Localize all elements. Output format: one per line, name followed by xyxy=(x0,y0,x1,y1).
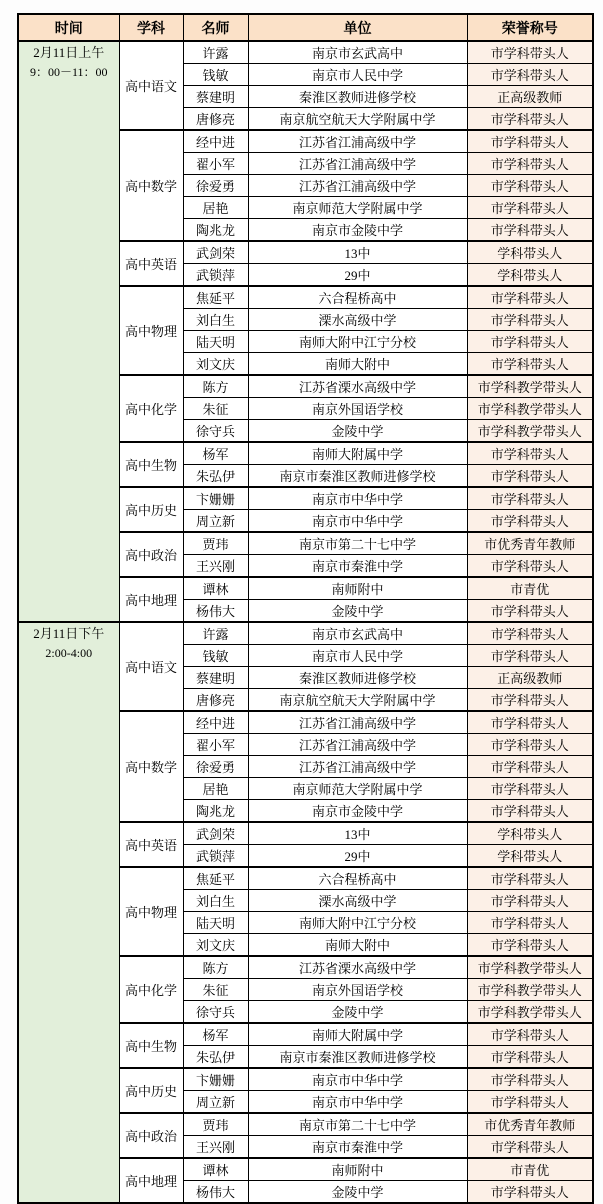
unit-cell: 南师附中 xyxy=(248,577,467,600)
unit-cell: 南京航空航天大学附属中学 xyxy=(248,108,467,131)
subject-cell: 高中数学 xyxy=(119,711,183,822)
time-date-label: 2月11日下午 xyxy=(33,626,105,641)
unit-cell: 南京外国语学校 xyxy=(248,398,467,420)
teacher-name-cell: 武剑荣 xyxy=(183,822,248,845)
unit-cell: 江苏省江浦高级中学 xyxy=(248,175,467,197)
unit-cell: 金陵中学 xyxy=(248,1181,467,1204)
unit-cell: 南京师范大学附属中学 xyxy=(248,778,467,800)
unit-cell: 南京市中华中学 xyxy=(248,1068,467,1091)
honor-cell: 市学科带头人 xyxy=(467,645,593,667)
honor-cell: 市学科带头人 xyxy=(467,219,593,242)
unit-cell: 江苏省江浦高级中学 xyxy=(248,734,467,756)
unit-cell: 南师大附属中学 xyxy=(248,442,467,465)
teacher-name-cell: 经中进 xyxy=(183,711,248,734)
column-header-teacher: 名师 xyxy=(183,14,248,41)
honor-cell: 市学科带头人 xyxy=(467,867,593,890)
teacher-name-cell: 钱敏 xyxy=(183,64,248,86)
honor-cell: 市学科带头人 xyxy=(467,510,593,533)
honor-cell: 市学科教学带头人 xyxy=(467,979,593,1001)
column-header-time: 时间 xyxy=(18,14,119,41)
teacher-name-cell: 杨伟大 xyxy=(183,600,248,623)
teacher-name-cell: 刘文庆 xyxy=(183,934,248,957)
honor-cell: 市学科带头人 xyxy=(467,1046,593,1069)
honor-cell: 市学科带头人 xyxy=(467,286,593,309)
teacher-name-cell: 杨军 xyxy=(183,1023,248,1046)
honor-cell: 学科带头人 xyxy=(467,822,593,845)
unit-cell: 南京航空航天大学附属中学 xyxy=(248,689,467,712)
time-cell-section-2 xyxy=(18,622,119,1203)
subject-cell: 高中生物 xyxy=(119,1023,183,1068)
honor-cell: 市学科带头人 xyxy=(467,41,593,64)
unit-cell: 南京市秦淮中学 xyxy=(248,1136,467,1159)
teacher-name-cell: 徐爱勇 xyxy=(183,756,248,778)
unit-cell: 江苏省江浦高级中学 xyxy=(248,153,467,175)
teacher-name-cell: 居艳 xyxy=(183,778,248,800)
honor-cell: 学科带头人 xyxy=(467,241,593,264)
teacher-name-cell: 杨伟大 xyxy=(183,1181,248,1204)
honor-cell: 市学科带头人 xyxy=(467,711,593,734)
table-row xyxy=(18,622,593,645)
unit-cell: 六合程桥高中 xyxy=(248,867,467,890)
honor-cell: 市学科带头人 xyxy=(467,622,593,645)
table-row xyxy=(18,41,593,64)
teacher-name-cell: 朱征 xyxy=(183,979,248,1001)
teacher-name-cell: 陶兆龙 xyxy=(183,800,248,823)
honor-cell: 市学科带头人 xyxy=(467,197,593,219)
teacher-name-cell: 周立新 xyxy=(183,1091,248,1114)
unit-cell: 金陵中学 xyxy=(248,420,467,443)
teacher-name-cell: 武锁萍 xyxy=(183,264,248,287)
unit-cell: 南京市玄武高中 xyxy=(248,41,467,64)
teacher-name-cell: 周立新 xyxy=(183,510,248,533)
subject-cell: 高中政治 xyxy=(119,1113,183,1158)
honor-cell: 市学科带头人 xyxy=(467,1091,593,1114)
honor-cell: 市学科教学带头人 xyxy=(467,398,593,420)
unit-cell: 南京市玄武高中 xyxy=(248,622,467,645)
unit-cell: 南师大附中江宁分校 xyxy=(248,912,467,934)
teacher-name-cell: 朱弘伊 xyxy=(183,1046,248,1069)
honor-cell: 市学科教学带头人 xyxy=(467,956,593,979)
unit-cell: 29中 xyxy=(248,264,467,287)
honor-cell: 市学科带头人 xyxy=(467,153,593,175)
unit-cell: 南师附中 xyxy=(248,1158,467,1181)
teacher-name-cell: 徐守兵 xyxy=(183,420,248,443)
honor-cell: 市学科带头人 xyxy=(467,1136,593,1159)
unit-cell: 南师大附中江宁分校 xyxy=(248,331,467,353)
subject-cell: 高中化学 xyxy=(119,375,183,442)
honor-cell: 市学科带头人 xyxy=(467,487,593,510)
unit-cell: 秦淮区教师进修学校 xyxy=(248,667,467,689)
honor-cell: 市学科教学带头人 xyxy=(467,420,593,443)
teacher-name-cell: 杨军 xyxy=(183,442,248,465)
teacher-name-cell: 经中进 xyxy=(183,130,248,153)
unit-cell: 金陵中学 xyxy=(248,1001,467,1024)
honor-cell: 市青优 xyxy=(467,577,593,600)
unit-cell: 溧水高级中学 xyxy=(248,309,467,331)
honor-cell: 市学科带头人 xyxy=(467,600,593,623)
unit-cell: 南京市第二十七中学 xyxy=(248,1113,467,1136)
teacher-name-cell: 刘文庆 xyxy=(183,353,248,376)
teacher-name-cell: 许露 xyxy=(183,622,248,645)
teacher-name-cell: 唐修亮 xyxy=(183,108,248,131)
schedule-tbody xyxy=(18,41,593,1203)
honor-cell: 市学科带头人 xyxy=(467,1068,593,1091)
teacher-name-cell: 居艳 xyxy=(183,197,248,219)
teacher-name-cell: 唐修亮 xyxy=(183,689,248,712)
unit-cell: 南京市金陵中学 xyxy=(248,800,467,823)
unit-cell: 南京师范大学附属中学 xyxy=(248,197,467,219)
honor-cell: 市学科带头人 xyxy=(467,309,593,331)
honor-cell: 市优秀青年教师 xyxy=(467,532,593,555)
table-header-row xyxy=(18,14,593,41)
subject-cell: 高中物理 xyxy=(119,867,183,956)
teacher-name-cell: 徐爱勇 xyxy=(183,175,248,197)
honor-cell: 市学科带头人 xyxy=(467,1181,593,1204)
subject-cell: 高中政治 xyxy=(119,532,183,577)
unit-cell: 南京市人民中学 xyxy=(248,645,467,667)
unit-cell: 六合程桥高中 xyxy=(248,286,467,309)
column-header-unit: 单位 xyxy=(248,14,467,41)
teacher-name-cell: 陈方 xyxy=(183,375,248,398)
honor-cell: 市学科带头人 xyxy=(467,331,593,353)
teacher-name-cell: 焦延平 xyxy=(183,867,248,890)
honor-cell: 市学科带头人 xyxy=(467,353,593,376)
honor-cell: 市青优 xyxy=(467,1158,593,1181)
honor-cell: 市学科带头人 xyxy=(467,108,593,131)
subject-cell: 高中地理 xyxy=(119,1158,183,1203)
honor-cell: 市优秀青年教师 xyxy=(467,1113,593,1136)
teacher-name-cell: 钱敏 xyxy=(183,645,248,667)
subject-cell: 高中历史 xyxy=(119,487,183,532)
teacher-name-cell: 陶兆龙 xyxy=(183,219,248,242)
time-range-label: 9：00－11：00 xyxy=(29,65,108,79)
honor-cell: 市学科带头人 xyxy=(467,734,593,756)
teacher-name-cell: 刘白生 xyxy=(183,309,248,331)
unit-cell: 江苏省江浦高级中学 xyxy=(248,130,467,153)
teacher-name-cell: 陆天明 xyxy=(183,912,248,934)
teacher-name-cell: 贾玮 xyxy=(183,1113,248,1136)
teacher-name-cell: 翟小军 xyxy=(183,153,248,175)
unit-cell: 秦淮区教师进修学校 xyxy=(248,86,467,108)
honor-cell: 市学科教学带头人 xyxy=(467,375,593,398)
teacher-name-cell: 贾玮 xyxy=(183,532,248,555)
honor-cell: 市学科带头人 xyxy=(467,555,593,578)
teacher-name-cell: 蔡建明 xyxy=(183,86,248,108)
honor-cell: 市学科教学带头人 xyxy=(467,1001,593,1024)
honor-cell: 市学科带头人 xyxy=(467,778,593,800)
honor-cell: 市学科带头人 xyxy=(467,130,593,153)
teacher-name-cell: 陆天明 xyxy=(183,331,248,353)
unit-cell: 南京市人民中学 xyxy=(248,64,467,86)
teacher-name-cell: 王兴刚 xyxy=(183,555,248,578)
honor-cell: 市学科带头人 xyxy=(467,442,593,465)
teacher-schedule-table xyxy=(17,13,594,1204)
teacher-name-cell: 翟小军 xyxy=(183,734,248,756)
unit-cell: 南京市秦淮区教师进修学校 xyxy=(248,465,467,488)
subject-cell: 高中物理 xyxy=(119,286,183,375)
teacher-name-cell: 谭林 xyxy=(183,577,248,600)
honor-cell: 正高级教师 xyxy=(467,667,593,689)
honor-cell: 学科带头人 xyxy=(467,845,593,868)
unit-cell: 13中 xyxy=(248,241,467,264)
time-date-label: 2月11日上午 xyxy=(33,45,105,60)
unit-cell: 南京外国语学校 xyxy=(248,979,467,1001)
unit-cell: 南师大附中 xyxy=(248,934,467,957)
teacher-name-cell: 蔡建明 xyxy=(183,667,248,689)
honor-cell: 市学科带头人 xyxy=(467,64,593,86)
teacher-name-cell: 卞姗姗 xyxy=(183,487,248,510)
honor-cell: 市学科带头人 xyxy=(467,800,593,823)
unit-cell: 南京市中华中学 xyxy=(248,510,467,533)
subject-cell: 高中地理 xyxy=(119,577,183,622)
unit-cell: 29中 xyxy=(248,845,467,868)
unit-cell: 江苏省江浦高级中学 xyxy=(248,711,467,734)
honor-cell: 市学科带头人 xyxy=(467,689,593,712)
time-cell-section-1 xyxy=(18,41,119,622)
unit-cell: 金陵中学 xyxy=(248,600,467,623)
subject-cell: 高中英语 xyxy=(119,241,183,286)
teacher-name-cell: 武剑荣 xyxy=(183,241,248,264)
honor-cell: 市学科带头人 xyxy=(467,175,593,197)
subject-cell: 高中生物 xyxy=(119,442,183,487)
honor-cell: 市学科带头人 xyxy=(467,890,593,912)
unit-cell: 江苏省溧水高级中学 xyxy=(248,956,467,979)
honor-cell: 学科带头人 xyxy=(467,264,593,287)
unit-cell: 南京市中华中学 xyxy=(248,1091,467,1114)
subject-cell: 高中化学 xyxy=(119,956,183,1023)
honor-cell: 正高级教师 xyxy=(467,86,593,108)
unit-cell: 南师大附中 xyxy=(248,353,467,376)
teacher-name-cell: 焦延平 xyxy=(183,286,248,309)
honor-cell: 市学科带头人 xyxy=(467,465,593,488)
teacher-name-cell: 谭林 xyxy=(183,1158,248,1181)
teacher-name-cell: 陈方 xyxy=(183,956,248,979)
teacher-name-cell: 许露 xyxy=(183,41,248,64)
column-header-honor: 荣誉称号 xyxy=(467,14,593,41)
teacher-name-cell: 徐守兵 xyxy=(183,1001,248,1024)
honor-cell: 市学科带头人 xyxy=(467,934,593,957)
teacher-name-cell: 卞姗姗 xyxy=(183,1068,248,1091)
teacher-name-cell: 朱征 xyxy=(183,398,248,420)
teacher-name-cell: 武锁萍 xyxy=(183,845,248,868)
unit-cell: 南师大附属中学 xyxy=(248,1023,467,1046)
honor-cell: 市学科带头人 xyxy=(467,1023,593,1046)
unit-cell: 13中 xyxy=(248,822,467,845)
subject-cell: 高中英语 xyxy=(119,822,183,867)
unit-cell: 南京市第二十七中学 xyxy=(248,532,467,555)
honor-cell: 市学科带头人 xyxy=(467,912,593,934)
unit-cell: 南京市金陵中学 xyxy=(248,219,467,242)
column-header-subject: 学科 xyxy=(119,14,183,41)
unit-cell: 江苏省溧水高级中学 xyxy=(248,375,467,398)
teacher-name-cell: 朱弘伊 xyxy=(183,465,248,488)
teacher-name-cell: 刘白生 xyxy=(183,890,248,912)
unit-cell: 南京市秦淮区教师进修学校 xyxy=(248,1046,467,1069)
teacher-name-cell: 王兴刚 xyxy=(183,1136,248,1159)
subject-cell: 高中语文 xyxy=(119,622,183,711)
unit-cell: 南京市秦淮中学 xyxy=(248,555,467,578)
subject-cell: 高中历史 xyxy=(119,1068,183,1113)
honor-cell: 市学科带头人 xyxy=(467,756,593,778)
subject-cell: 高中数学 xyxy=(119,130,183,241)
unit-cell: 南京市中华中学 xyxy=(248,487,467,510)
subject-cell: 高中语文 xyxy=(119,41,183,130)
unit-cell: 溧水高级中学 xyxy=(248,890,467,912)
time-range-label: 2:00-4:00 xyxy=(45,646,93,660)
unit-cell: 江苏省江浦高级中学 xyxy=(248,756,467,778)
